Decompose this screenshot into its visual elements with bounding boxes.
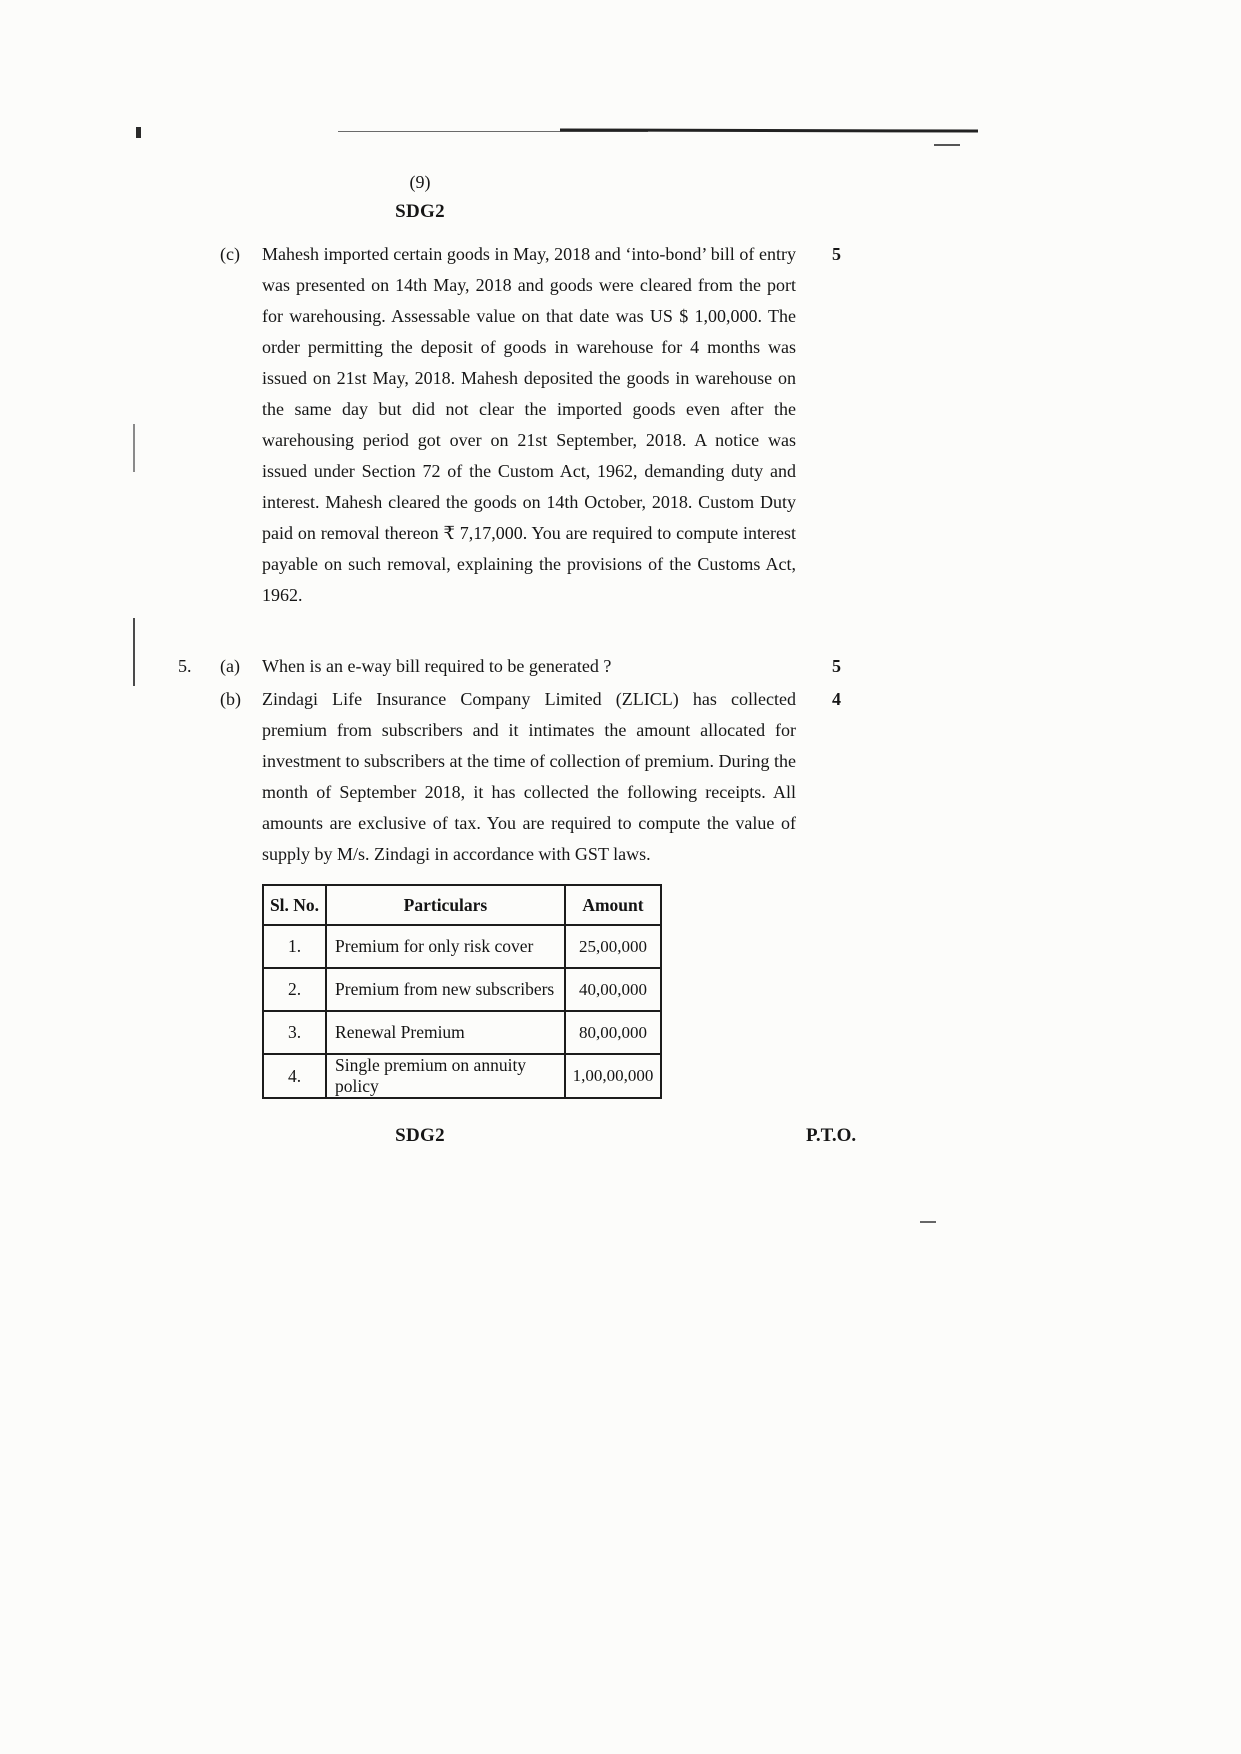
scan-artifact-bottom-dash xyxy=(920,1221,936,1223)
cell-amount: 80,00,000 xyxy=(565,1011,661,1054)
scan-artifact-top-dash xyxy=(934,144,960,146)
table-row xyxy=(263,1054,661,1098)
column-header-amount: Amount xyxy=(565,885,661,925)
question-5-number: 5. xyxy=(178,656,192,676)
question-c-row xyxy=(178,239,841,611)
question-5b-text: Zindagi Life Insurance Company Limited (ZLICL) has collected premium from subscribers and it intimates the amount allocated for investment to subscribers at the time of collection of premium. During the month of September 2018, it has collected the following receipts. All amounts are exclusive of tax. You are required to compute the value of supply by M/s. Zindagi in accordance with GST laws. xyxy=(262,689,796,864)
page-footer xyxy=(178,1125,857,1151)
premium-table xyxy=(262,884,662,1099)
scan-artifact-left-line-1 xyxy=(133,424,135,472)
question-5b-row xyxy=(178,684,841,870)
question-5a-marks: 5 xyxy=(832,656,841,676)
cell-sl-no: 2. xyxy=(263,968,326,1011)
table-row xyxy=(263,968,661,1011)
premium-table-wrapper xyxy=(262,884,662,1099)
question-5a-text: When is an e-way bill required to be generated ? xyxy=(262,656,612,676)
cell-particulars: Premium from new subscribers xyxy=(326,968,565,1011)
cell-sl-no: 4. xyxy=(263,1054,326,1098)
scan-artifact-left-line-2 xyxy=(133,618,135,686)
question-5b-label: (b) xyxy=(220,689,241,709)
table-row xyxy=(263,925,661,968)
question-c-label: (c) xyxy=(220,244,240,264)
paper-code-footer: SDG2 xyxy=(395,1125,445,1146)
page-number: (9) xyxy=(409,172,431,192)
pto-label: P.T.O. xyxy=(806,1125,857,1146)
page-content xyxy=(0,0,857,1151)
cell-particulars: Premium for only risk cover xyxy=(326,925,565,968)
scan-artifact-left-mark xyxy=(136,127,141,138)
cell-particulars: Single premium on annuity policy xyxy=(326,1054,565,1098)
question-5a-row xyxy=(178,651,841,682)
cell-amount: 40,00,000 xyxy=(565,968,661,1011)
cell-amount: 25,00,000 xyxy=(565,925,661,968)
cell-sl-no: 3. xyxy=(263,1011,326,1054)
column-header-sl-no: Sl. No. xyxy=(263,885,326,925)
question-5b-marks: 4 xyxy=(832,689,841,709)
cell-amount: 1,00,00,000 xyxy=(565,1054,661,1098)
table-row xyxy=(263,1011,661,1054)
column-header-particulars: Particulars xyxy=(326,885,565,925)
cell-sl-no: 1. xyxy=(263,925,326,968)
table-header-row xyxy=(263,885,661,925)
question-5a-label: (a) xyxy=(220,656,240,676)
cell-particulars: Renewal Premium xyxy=(326,1011,565,1054)
question-c-marks: 5 xyxy=(832,244,841,264)
paper-code-header: SDG2 xyxy=(395,201,445,222)
question-c-text: Mahesh imported certain goods in May, 2018 and ‘into-bond’ bill of entry was presented on 14th May, 2018 and goods were cleared from the port for warehousing. Assessable value on that date was US $ 1,00,000. The order permitting the deposit of goods in warehouse for 4 months was issued on 21st May, 2018. Mahesh deposited the goods in warehouse on the same day but did not clear the imported goods even after the warehousing period got over on 21st September, 2018. A notice was issued under Section 72 of the Custom Act, 1962, demanding duty and interest. Mahesh cleared the goods on 14th October, 2018. Custom Duty paid on removal thereon ₹ 7,17,000. You are required to compute interest payable on such removal, explaining the provisions of the Customs Act, 1962. xyxy=(262,244,796,605)
